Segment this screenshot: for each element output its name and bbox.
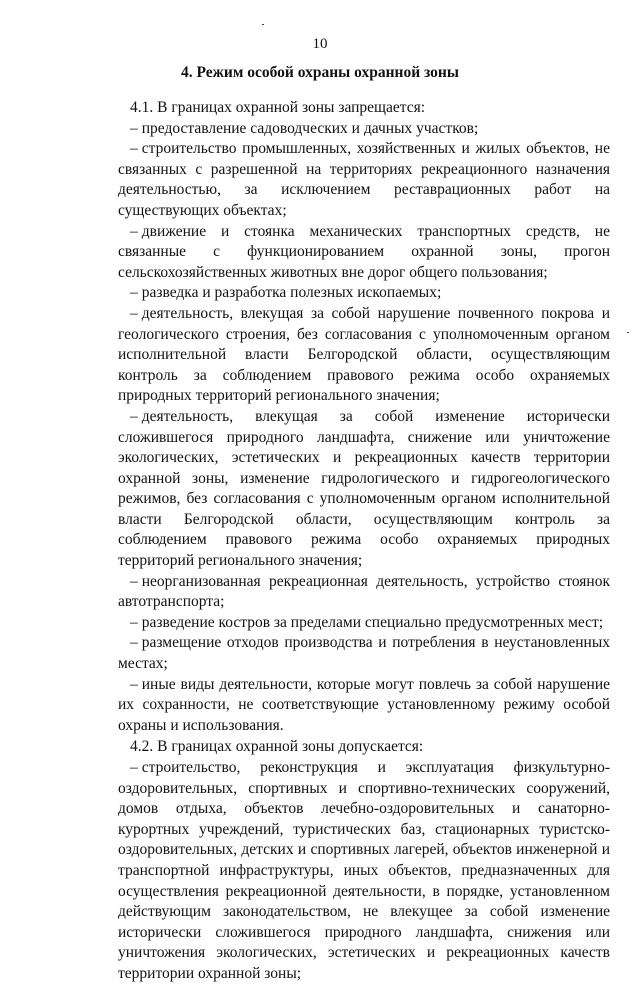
prohibition-item [118,675,610,737]
dash: – [130,284,138,302]
item-text: неорганизованная рекреационная деятельность, устройство стоянок автотранспорта; [118,572,610,611]
prohibition-item [118,613,610,634]
dash: – [130,140,138,158]
item-text: размещение отходов производства и потребления в неустановленных местах; [118,634,610,673]
item-text: строительство промышленных, хозяйственных и жилых объектов, не связанных с разрешенной на территориях рекреационного назначения деятельностью, за исключением реставрационных работ на существующих объектах; [118,140,610,219]
dash: – [130,222,138,240]
item-text: деятельность, влекущая за собой изменение исторически сложившегося природного ландшафта, снижение или уничтожение экологических, эстетических и рекреационных качеств территории охранной зоны, изменение гидрологического и гидрогеологического режимов, без согласования с уполномоченным органом исполнительной власти Белгородской области, осуществляющим контроль за соблюдением правового режима особо охраняемых природных территорий регионального значения; [118,407,610,570]
dash: – [130,119,138,137]
scan-speck [262,24,264,25]
item-text: разведение костров за пределами специально предусмотренных мест; [141,613,604,631]
prohibition-item [118,304,610,407]
section-4-2-heading: 4.2. В границах охранной зоны допускается: [130,738,424,756]
section-4-1-heading: 4.1. В границах охранной зоны запрещается: [130,99,426,116]
dash: – [130,407,138,425]
permission-item [118,758,610,985]
item-text: строительство, реконструкция и эксплуатация физкультурно-оздоровительных, спортивных и спортивно-технических сооружений, домов отдыха, объектов лечебно-оздоровительных и санаторно-курортных учреждений, туристических баз, стационарных туристско-оздоровительных, детских и спортивных лагерей, объектов инженерной и транспортной инфраструктуры, иных объектов, предназначенных для осуществления рекреационной деятельности, в порядке, установленном действующим законодательством, не влекущее за собой изменение исторически сложившегося природного ландшафта, снижения или уничтожения экологических, эстетических и рекреационных качеств территории охранной зоны; [118,759,610,982]
document-body [118,98,610,985]
section-title: 4. Режим особой охраны охранной зоны [181,64,459,81]
prohibition-item [118,222,610,284]
prohibition-item [118,407,610,572]
item-text: деятельность, влекущая за собой нарушение почвенного покрова и геологического строения, без согласования с уполномоченным органом исполнительной власти Белгородской области, осуществляющим контроль за соблюдением правового режима особо охраняемых природных территорий регионального значения; [118,304,610,405]
page-number: 10 [312,36,328,52]
dash: – [130,304,138,322]
prohibition-item [118,572,610,613]
prohibition-item [118,283,610,304]
dash: – [130,675,138,693]
dash: – [130,572,138,590]
prohibition-item [118,633,610,674]
dash: – [130,613,138,631]
dash: – [130,759,138,776]
item-text: движение и стоянка механических транспортных средств, не связанные с функционированием охранной зоны, прогон сельскохозяйственных животных вне дорог общего пользования; [118,222,610,281]
dash: – [130,634,138,652]
item-text: разведка и разработка полезных ископаемых; [141,284,442,302]
item-text: иные виды деятельности, которые могут повлечь за собой нарушение их сохранности, не соответствующие установленному режиму особой охраны и использования. [118,675,610,734]
item-text: предоставление садоводческих и дачных участков; [141,119,479,137]
prohibition-item [118,119,610,140]
scan-speck [627,332,629,333]
prohibition-item [118,139,610,221]
